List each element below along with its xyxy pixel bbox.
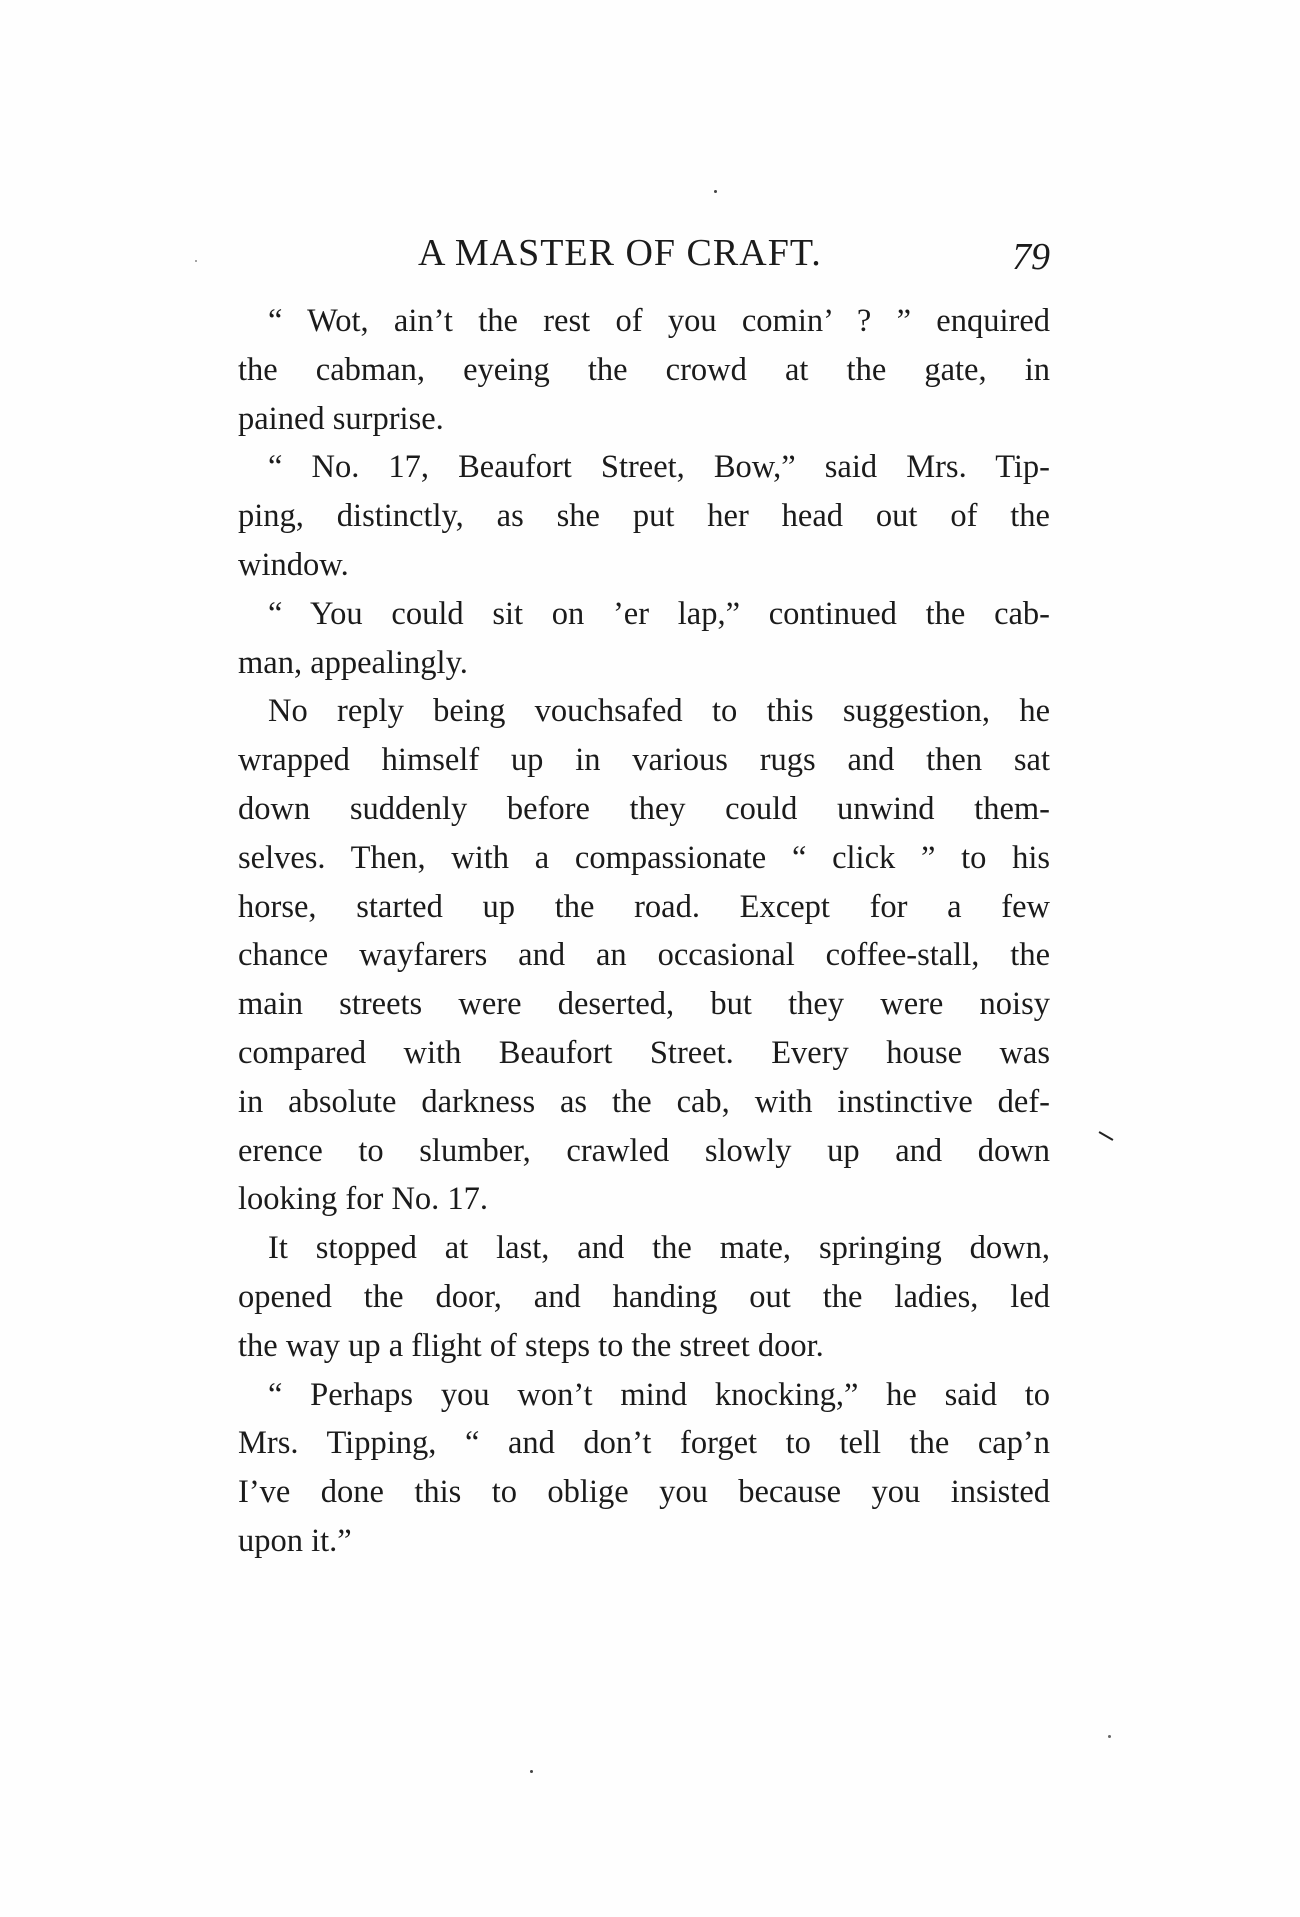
paragraph [238, 687, 1050, 1224]
print-speck [195, 260, 197, 262]
text-line: opened the door, and handing out the ladies, led [238, 1278, 1050, 1315]
margin-stray-mark [1099, 1131, 1114, 1141]
text-line: pained surprise. [238, 400, 444, 437]
text-line: the cabman, eyeing the crowd at the gate, in [238, 351, 1050, 388]
text-line: “ You could sit on ’er lap,” continued the cab- [268, 595, 1050, 632]
print-speck [1108, 1735, 1111, 1738]
print-speck [714, 190, 717, 193]
text-line: man, appealingly. [238, 644, 468, 681]
text-line: wrapped himself up in various rugs and then sat [238, 742, 1050, 779]
text-line: in absolute darkness as the cab, with instinctive def- [238, 1083, 1050, 1120]
text-line: No reply being vouchsafed to this suggestion, he [268, 693, 1050, 730]
text-line: horse, started up the road. Except for a few [238, 888, 1050, 925]
page-number: 79 [1012, 236, 1050, 278]
text-line: ping, distinctly, as she put her head out of the [238, 498, 1050, 535]
paragraph [238, 297, 1050, 443]
text-line: the way up a flight of steps to the street door. [238, 1327, 824, 1364]
paragraph [238, 1224, 1050, 1370]
text-line: window. [238, 546, 349, 583]
text-line: compared with Beaufort Street. Every house was [238, 1034, 1050, 1071]
running-title: A MASTER OF CRAFT. [418, 232, 822, 274]
text-line: main streets were deserted, but they were noisy [238, 986, 1050, 1023]
running-header [238, 228, 1050, 278]
paragraph [238, 590, 1050, 688]
text-line: “ Wot, ain’t the rest of you comin’ ? ” enquired [268, 303, 1050, 339]
text-line: down suddenly before they could unwind them- [238, 790, 1050, 827]
text-line: selves. Then, with a compassionate “ click ” to his [238, 839, 1050, 876]
text-line: “ Perhaps you won’t mind knocking,” he said to [268, 1376, 1050, 1413]
text-line: upon it.” [238, 1522, 352, 1559]
text-line: Mrs. Tipping, “ and don’t forget to tell the cap’n [238, 1425, 1050, 1462]
text-line: “ No. 17, Beaufort Street, Bow,” said Mrs. Tip- [268, 449, 1050, 486]
text-line: I’ve done this to oblige you because you insisted [238, 1474, 1050, 1511]
text-line: chance wayfarers and an occasional coffee-stall, the [238, 937, 1050, 974]
body-text [238, 297, 1050, 1566]
print-speck [530, 1770, 533, 1773]
text-line: erence to slumber, crawled slowly up and down [238, 1132, 1050, 1169]
text-line: It stopped at last, and the mate, springing down, [268, 1230, 1050, 1267]
paragraph [238, 1371, 1050, 1566]
text-line: looking for No. 17. [238, 1181, 489, 1218]
paragraph [238, 443, 1050, 589]
